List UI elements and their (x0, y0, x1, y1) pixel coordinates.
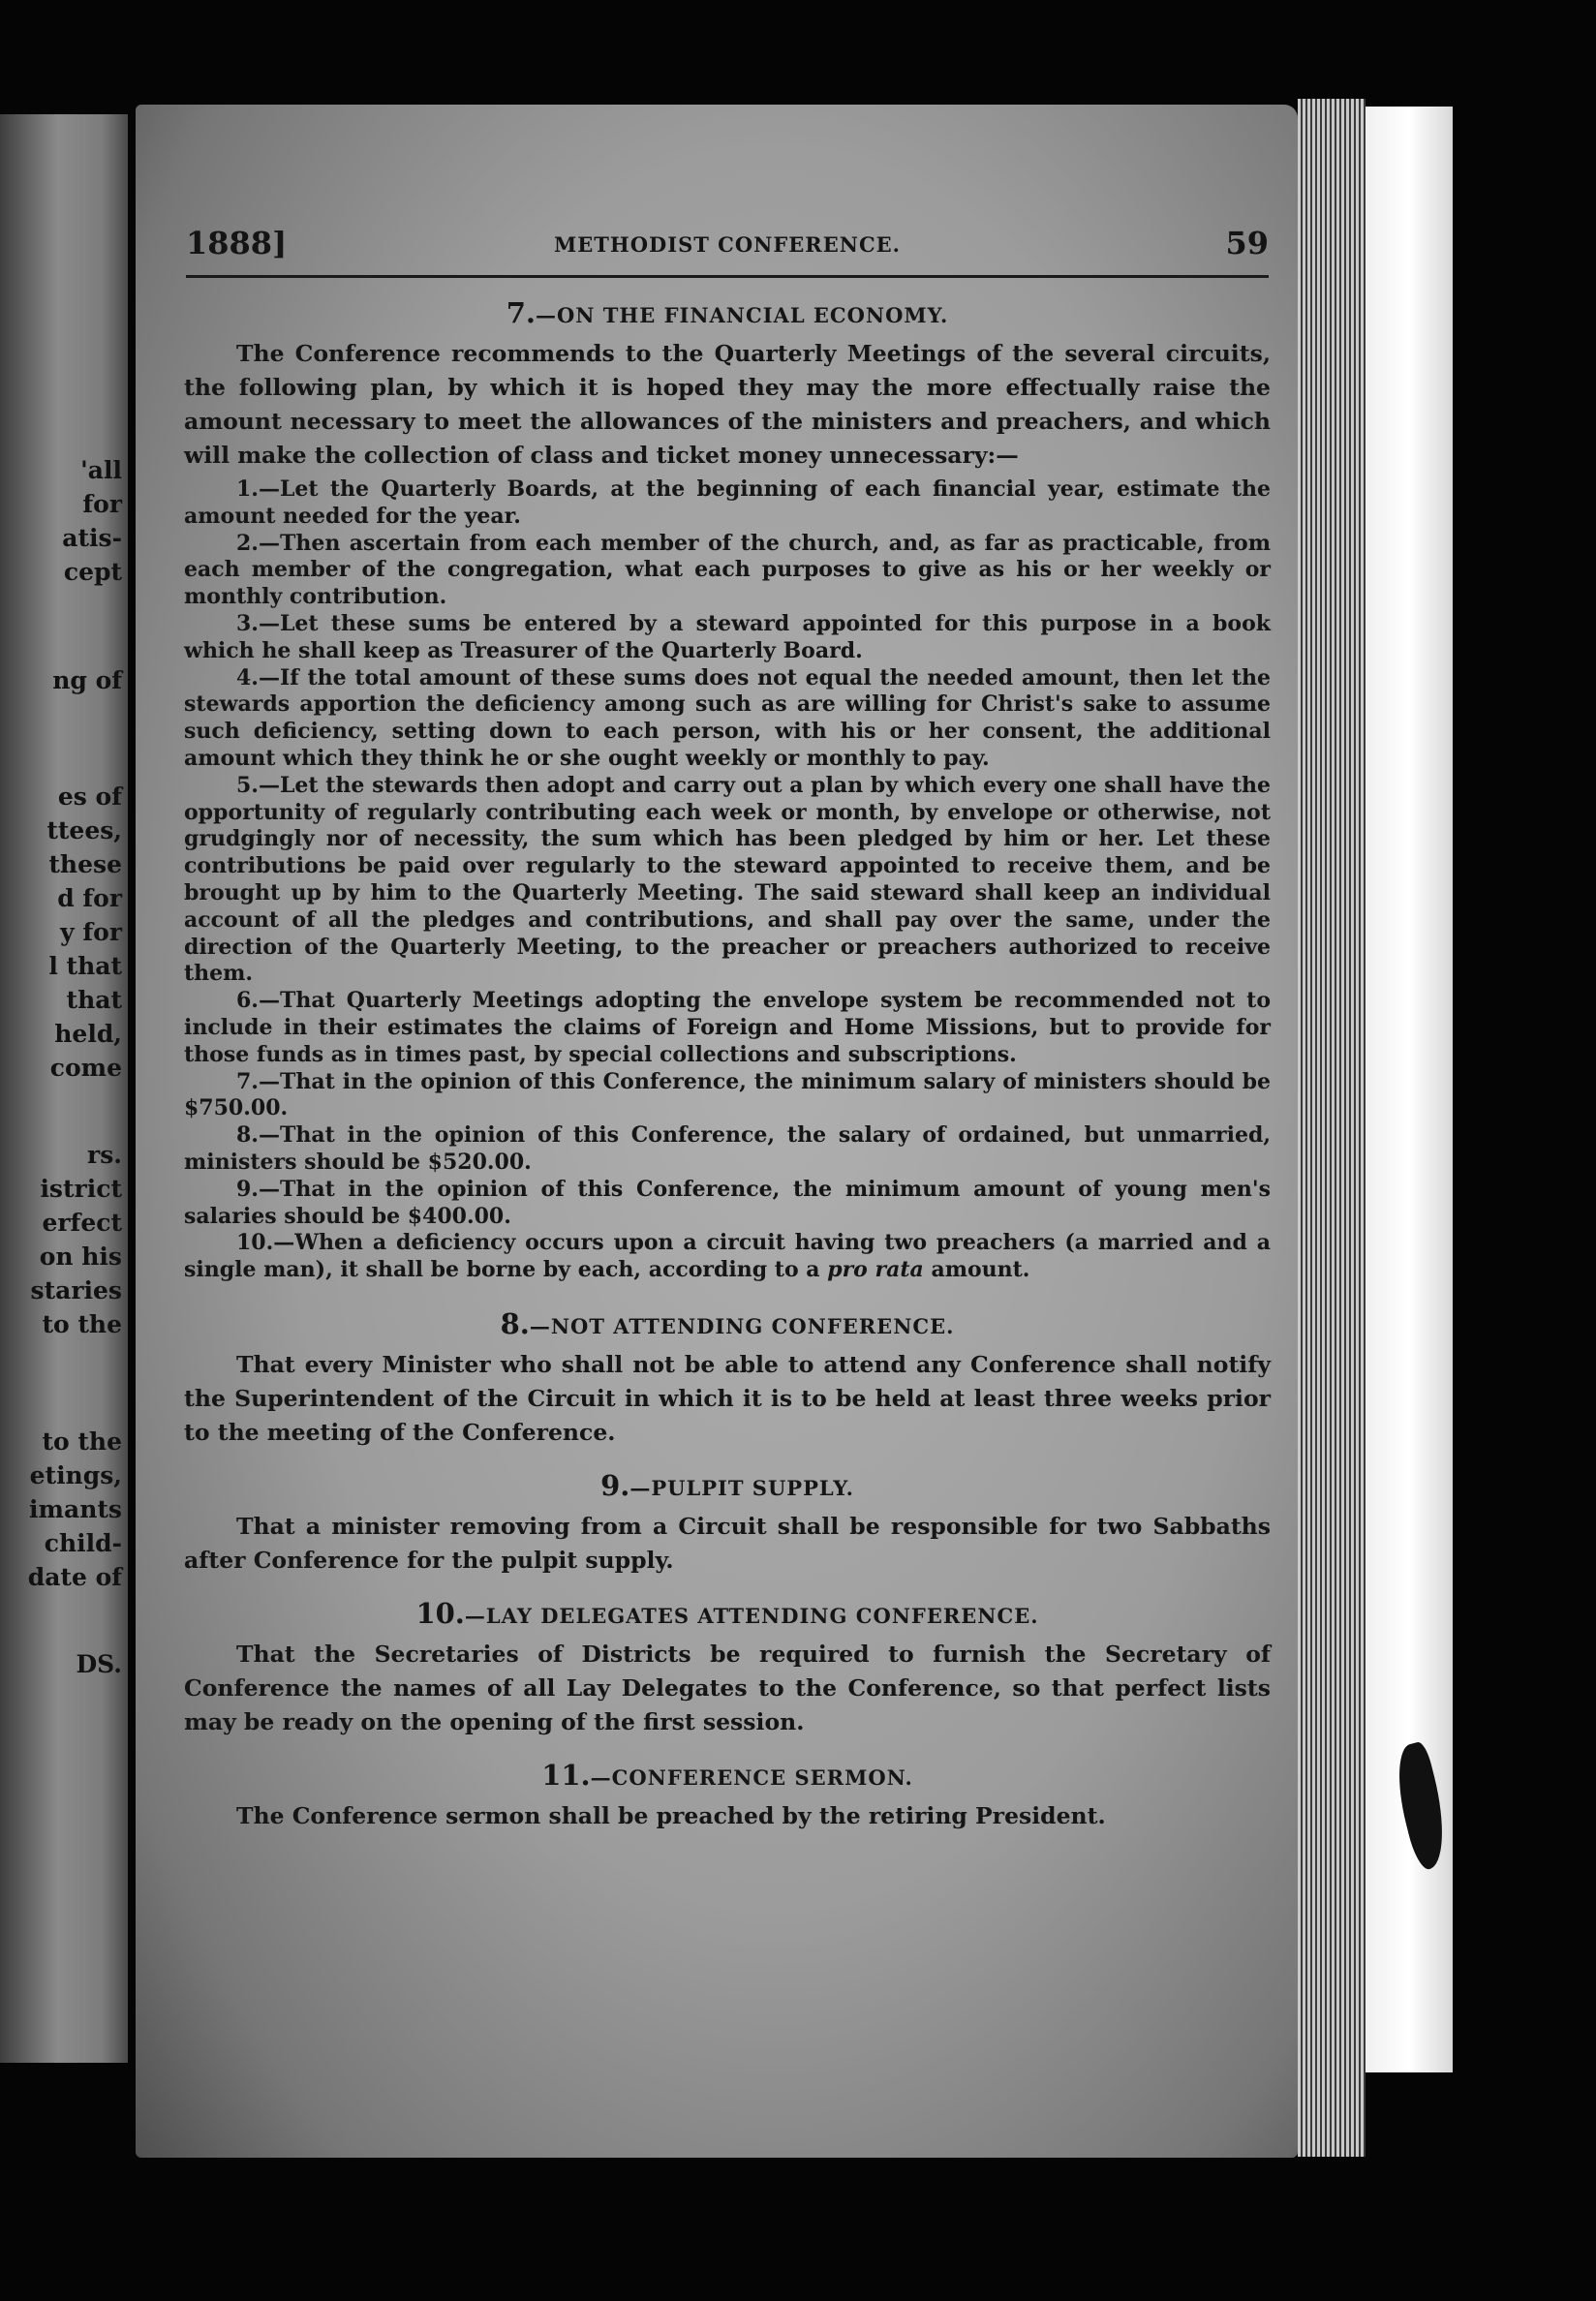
running-header (186, 219, 1269, 261)
page-number: 59 (1225, 225, 1269, 261)
left-page-fragment: istrict (40, 1175, 122, 1203)
list-item: 8.—That in the opinion of this Conference, the salary of ordained, but unmarried, ministers should be $520.00. (184, 1122, 1271, 1175)
header-rule (186, 275, 1269, 278)
list-item (184, 1230, 1271, 1284)
section-title: —PULPIT SUPPLY. (629, 1475, 854, 1500)
left-page-fragment: 'all (80, 456, 122, 484)
section-title: —NOT ATTENDING CONFERENCE. (529, 1313, 955, 1338)
section-heading (184, 1757, 1271, 1794)
section-text: The Conference sermon shall be preached by the retiring President. (236, 1801, 1106, 1829)
section-text: That every Minister who shall not be able to attend any Conference shall notify the Superintendent of the Circuit in which it is to be held at least three weeks prior to the meeting of the Conference. (184, 1350, 1271, 1446)
header-title: METHODIST CONFERENCE. (554, 232, 901, 257)
left-page-fragment: atis- (62, 524, 122, 552)
list-item: 7.—That in the opinion of this Conference, the minimum salary of ministers should be $750.00. (184, 1068, 1271, 1121)
section-heading (184, 294, 1271, 331)
list-item: 5.—Let the stewards then adopt and carry out a plan by which every one shall have the opportunity of regularly contributing each week or month, by envelope or otherwise, not grudgingly nor of necessity, the sum which has been pledged by him or her. Let these contributions be paid over regularly to the steward appointed to receive them, and be brought up by him to the Quarterly Meeting. The said steward shall keep an individual account of all the pledges and contributions, and shall pay over the same, under the direction of the Quarterly Meeting, to the preacher or preachers authorized to receive them. (184, 772, 1271, 987)
page-edges (1298, 99, 1366, 2157)
section-number: 9. (600, 1468, 630, 1502)
section-heading (184, 1595, 1271, 1632)
left-page-fragment: child- (44, 1529, 122, 1557)
list-item: 6.—That Quarterly Meetings adopting the envelope system be recommended not to include in their estimates the claims of Foreign and Home Missions, but to provide for those funds as in times past, by special collections and subscriptions. (184, 988, 1271, 1067)
left-page-fragment: ttees, (46, 816, 122, 844)
item-text: 10.—When a deficiency occurs upon a circuit having two preachers (a married and a single man), it shall be borne by each, according to a (184, 1230, 1271, 1283)
left-page-fragment: held, (54, 1020, 122, 1048)
left-page-fragment: cept (63, 558, 122, 586)
left-page-fragment: etings, (29, 1461, 122, 1489)
left-page-fragment: d for (57, 884, 122, 912)
left-page-fragment: date of (27, 1563, 122, 1591)
section-number: 8. (500, 1306, 530, 1340)
left-page-fragment: to the (42, 1310, 122, 1338)
section-text: That the Secretaries of Districts be required to furnish the Secretary of Conference the names of all Lay Delegates to the Conference, so that perfect lists may be ready on the opening of the first session. (184, 1640, 1271, 1735)
section-intro: The Conference recommends to the Quarterly Meetings of the several circuits, the following plan, by which it is hoped they may the more effectually raise the amount necessary to meet the allowances of the ministers and preachers, and which will make the collection of class and ticket money unnecessary:— (184, 340, 1271, 469)
section-heading (184, 1467, 1271, 1504)
list-item: 4.—If the total amount of these sums does not equal the needed amount, then let the stewards apportion the deficiency among such as are willing for Christ's sake to assume such deficiency, setting down to each person, with his or her consent, the additional amount which they think he or she ought weekly or monthly to pay. (184, 664, 1271, 771)
left-page-fragment: that (66, 986, 122, 1014)
left-page-fragment: to the (42, 1427, 122, 1456)
left-page-fragment: these (48, 850, 122, 878)
book-page (136, 105, 1298, 2158)
left-page-fragment: es of (57, 782, 122, 811)
list-item: 3.—Let these sums be entered by a steward appointed for this purpose in a book which he shall keep as Treasurer of the Quarterly Board. (184, 610, 1271, 663)
list-item: 9.—That in the opinion of this Conference, the minimum amount of young men's salaries should be $400.00. (184, 1176, 1271, 1229)
section-text: That a minister removing from a Circuit shall be responsible for two Sabbaths after Conference for the pulpit supply. (184, 1512, 1271, 1574)
left-page-fragment: y for (60, 918, 122, 946)
list-item: 1.—Let the Quarterly Boards, at the beginning of each financial year, estimate the amount needed for the year. (184, 476, 1271, 529)
left-page-fragment: on his (39, 1243, 122, 1271)
left-page-fragment: rs. (87, 1141, 122, 1169)
section-number: 11. (541, 1758, 591, 1792)
item-text: amount. (923, 1257, 1030, 1283)
section-number: 7. (506, 296, 536, 329)
section-title: —LAY DELEGATES ATTENDING CONFERENCE. (464, 1603, 1039, 1628)
section-heading (184, 1305, 1271, 1342)
section-title: —ON THE FINANCIAL ECONOMY. (536, 303, 949, 327)
left-page-fragment: erfect (42, 1209, 122, 1237)
page-content (184, 294, 1271, 1837)
item-italic-text: pro rata (827, 1257, 924, 1283)
left-page-fragment: come (49, 1054, 122, 1082)
left-page-fragment: imants (29, 1495, 122, 1523)
left-page-fragment: DS. (76, 1650, 122, 1678)
left-page-fragment: for (82, 490, 122, 518)
section-title: —CONFERENCE SERMON. (590, 1764, 913, 1790)
section-number: 10. (415, 1596, 465, 1630)
header-year: 1888] (186, 225, 288, 261)
adjacent-left-page (0, 114, 128, 2063)
left-page-fragment: staries (30, 1276, 122, 1304)
left-page-fragment: ng of (52, 666, 122, 694)
left-page-fragment: l that (48, 952, 122, 980)
list-item: 2.—Then ascertain from each member of the church, and, as far as practicable, from each member of the congregation, what each purposes to give as his or her weekly or monthly contribution. (184, 530, 1271, 610)
